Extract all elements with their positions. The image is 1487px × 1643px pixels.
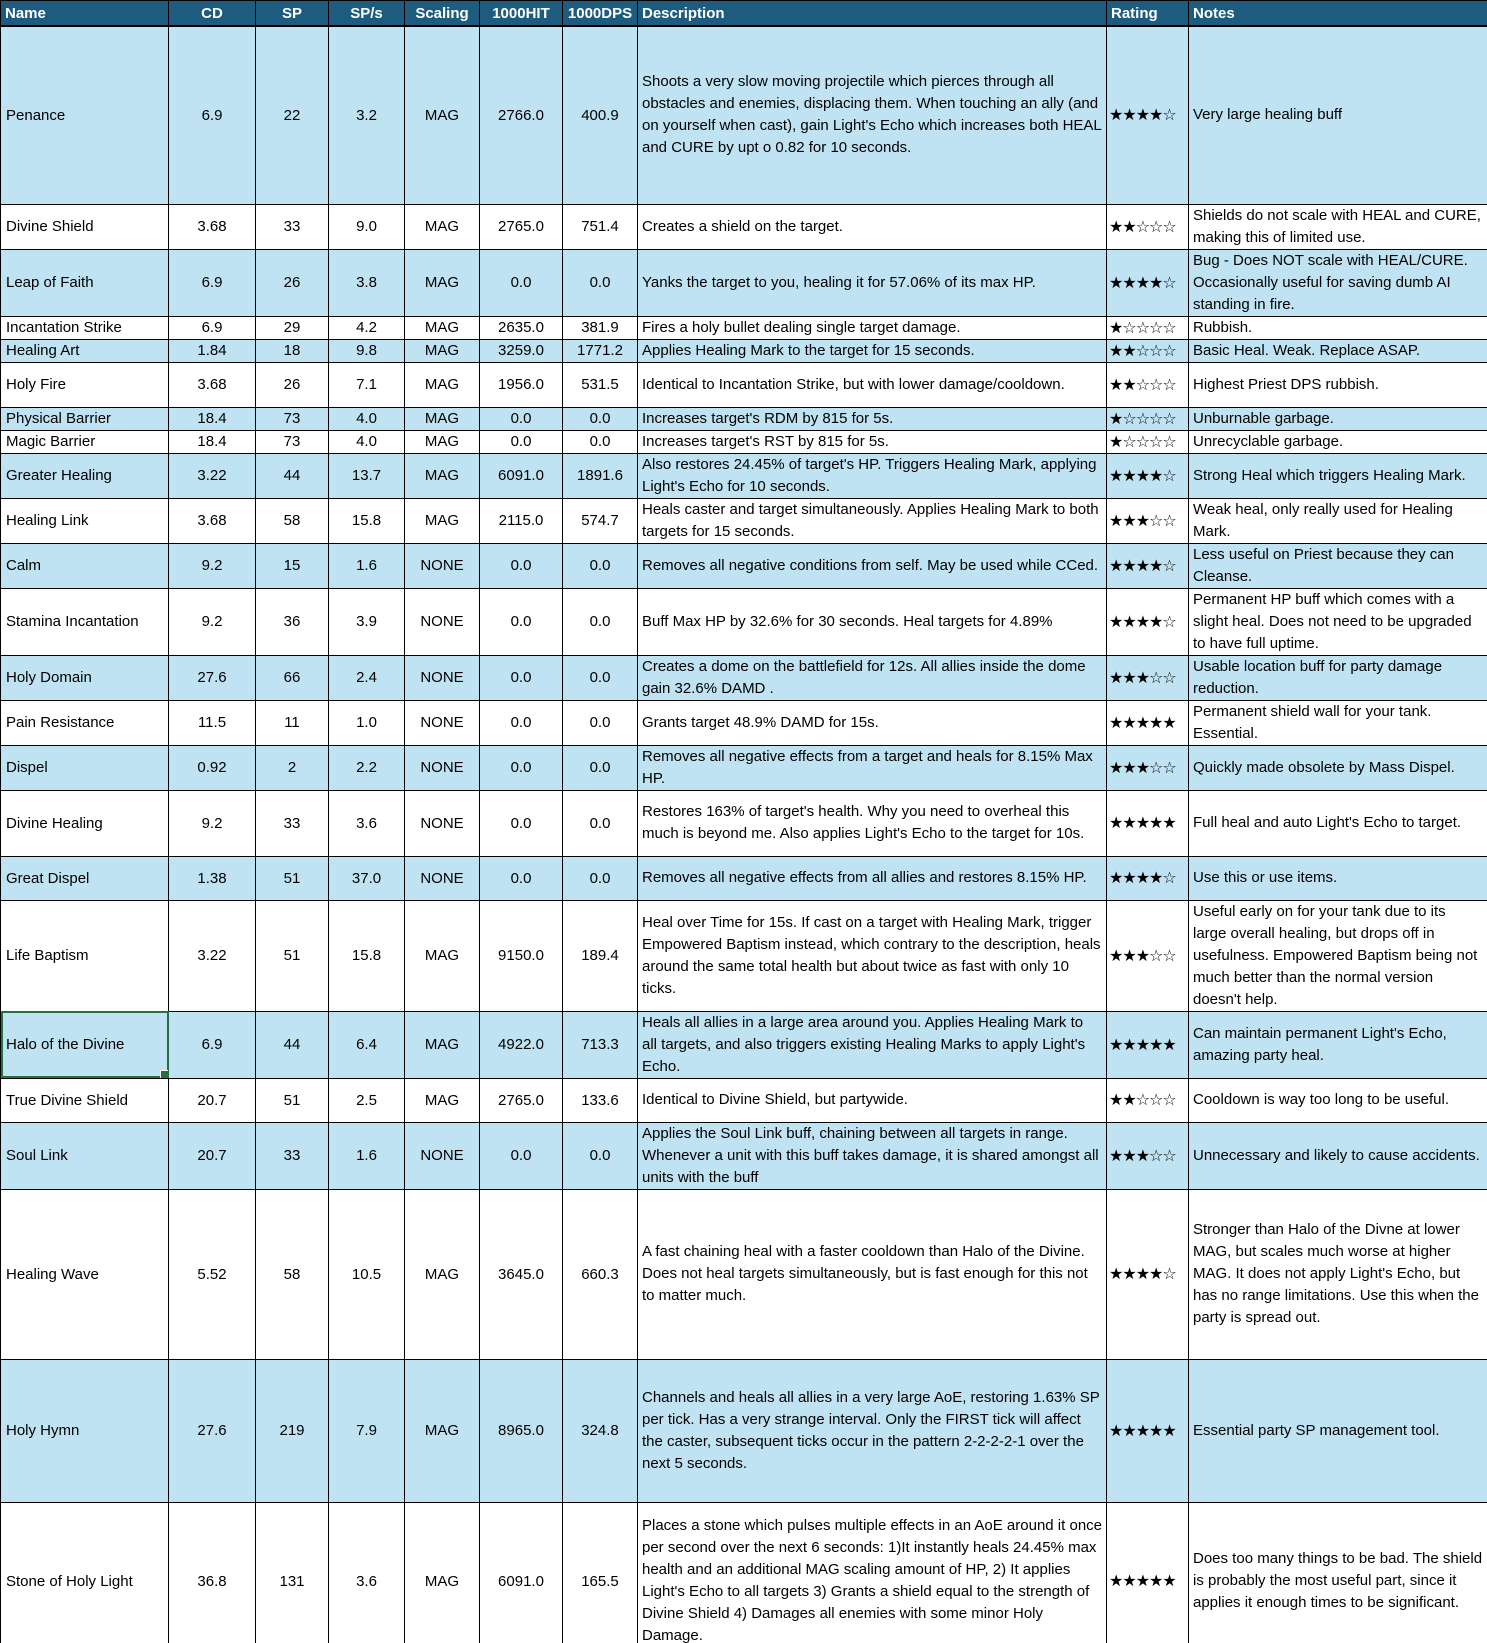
- cell-rating[interactable]: ★★★★☆: [1107, 543, 1189, 588]
- cell-cd[interactable]: 9.2: [169, 543, 256, 588]
- cell-cd[interactable]: 6.9: [169, 26, 256, 204]
- cell-notes[interactable]: Permanent shield wall for your tank. Essential.: [1189, 700, 1487, 745]
- cell-dps1000[interactable]: 0.0: [563, 1122, 638, 1189]
- cell-notes[interactable]: Permanent HP buff which comes with a slight heal. Does not need to be upgraded to have full uptime.: [1189, 588, 1487, 655]
- cell-rating[interactable]: ★☆☆☆☆: [1107, 407, 1189, 430]
- cell-sp[interactable]: 33: [256, 1122, 329, 1189]
- cell-cd[interactable]: 6.9: [169, 249, 256, 316]
- cell-cd[interactable]: 3.22: [169, 453, 256, 498]
- cell-cd[interactable]: 3.68: [169, 204, 256, 249]
- cell-hit1000[interactable]: 0.0: [480, 856, 563, 900]
- cell-notes[interactable]: Bug - Does NOT scale with HEAL/CURE. Occasionally useful for saving dumb AI standing in fire.: [1189, 249, 1487, 316]
- cell-sps[interactable]: 15.8: [329, 900, 405, 1011]
- cell-notes[interactable]: Unrecyclable garbage.: [1189, 430, 1487, 453]
- skill-table-body: [1, 26, 1487, 1643]
- cell-cd[interactable]: 11.5: [169, 700, 256, 745]
- cell-hit1000[interactable]: 0.0: [480, 790, 563, 856]
- cell-sps[interactable]: 3.6: [329, 1502, 405, 1643]
- cell-hit1000[interactable]: 0.0: [480, 588, 563, 655]
- cell-sp[interactable]: 73: [256, 430, 329, 453]
- table-row: [1, 1359, 1487, 1502]
- column-header-scaling[interactable]: Scaling: [405, 1, 480, 27]
- cell-description[interactable]: Removes all negative effects from all allies and restores 8.15% HP.: [638, 856, 1107, 900]
- cell-rating[interactable]: ★★★★★: [1107, 1359, 1189, 1502]
- cell-hit1000[interactable]: 3645.0: [480, 1189, 563, 1359]
- cell-notes[interactable]: Usable location buff for party damage reduction.: [1189, 655, 1487, 700]
- cell-cd[interactable]: 9.2: [169, 790, 256, 856]
- cell-hit1000[interactable]: 2115.0: [480, 498, 563, 543]
- cell-hit1000[interactable]: 0.0: [480, 407, 563, 430]
- cell-sp[interactable]: 58: [256, 498, 329, 543]
- cell-sp[interactable]: 11: [256, 700, 329, 745]
- cell-dps1000[interactable]: 0.0: [563, 430, 638, 453]
- cell-scaling[interactable]: MAG: [405, 26, 480, 204]
- cell-dps1000[interactable]: 324.8: [563, 1359, 638, 1502]
- cell-scaling[interactable]: MAG: [405, 316, 480, 339]
- cell-rating[interactable]: ★★★★☆: [1107, 249, 1189, 316]
- cell-sps[interactable]: 4.2: [329, 316, 405, 339]
- cell-notes[interactable]: Unburnable garbage.: [1189, 407, 1487, 430]
- selected-cell-name[interactable]: Halo of the Divine: [1, 1011, 169, 1078]
- cell-cd[interactable]: 6.9: [169, 1011, 256, 1078]
- cell-notes[interactable]: Quickly made obsolete by Mass Dispel.: [1189, 745, 1487, 790]
- cell-hit1000[interactable]: 0.0: [480, 430, 563, 453]
- cell-rating[interactable]: ★★★★☆: [1107, 588, 1189, 655]
- cell-sp[interactable]: 131: [256, 1502, 329, 1643]
- cell-cd[interactable]: 20.7: [169, 1078, 256, 1122]
- cell-description[interactable]: Increases target's RDM by 815 for 5s.: [638, 407, 1107, 430]
- cell-scaling[interactable]: MAG: [405, 1502, 480, 1643]
- cell-cd[interactable]: 20.7: [169, 1122, 256, 1189]
- cell-notes[interactable]: Cooldown is way too long to be useful.: [1189, 1078, 1487, 1122]
- cell-name[interactable]: Holy Hymn: [1, 1359, 169, 1502]
- column-header-name[interactable]: Name: [1, 1, 169, 27]
- cell-sp[interactable]: 44: [256, 453, 329, 498]
- cell-sp[interactable]: 219: [256, 1359, 329, 1502]
- cell-rating[interactable]: ★★★☆☆: [1107, 900, 1189, 1011]
- cell-description[interactable]: Restores 163% of target's health. Why you need to overheal this much is beyond me. Also applies Light's Echo to the target for 10s.: [638, 790, 1107, 856]
- table-row: [1, 362, 1487, 407]
- cell-description[interactable]: Also restores 24.45% of target's HP. Triggers Healing Mark, applying Light's Echo for 10 seconds.: [638, 453, 1107, 498]
- cell-scaling[interactable]: MAG: [405, 1189, 480, 1359]
- cell-sps[interactable]: 2.2: [329, 745, 405, 790]
- cell-name[interactable]: Stamina Incantation: [1, 588, 169, 655]
- cell-sp[interactable]: 44: [256, 1011, 329, 1078]
- cell-rating[interactable]: ★★★★★: [1107, 700, 1189, 745]
- cell-name[interactable]: Greater Healing: [1, 453, 169, 498]
- cell-sps[interactable]: 1.6: [329, 543, 405, 588]
- header-row: [1, 1, 1487, 27]
- cell-hit1000[interactable]: 2635.0: [480, 316, 563, 339]
- cell-hit1000[interactable]: 8965.0: [480, 1359, 563, 1502]
- table-row: [1, 745, 1487, 790]
- table-row: [1, 655, 1487, 700]
- cell-rating[interactable]: ★★★★☆: [1107, 1189, 1189, 1359]
- cell-name[interactable]: Divine Shield: [1, 204, 169, 249]
- cell-name[interactable]: Holy Fire: [1, 362, 169, 407]
- cell-hit1000[interactable]: 6091.0: [480, 453, 563, 498]
- cell-scaling[interactable]: MAG: [405, 407, 480, 430]
- cell-notes[interactable]: Rubbish.: [1189, 316, 1487, 339]
- cell-name[interactable]: Soul Link: [1, 1122, 169, 1189]
- cell-notes[interactable]: Essential party SP management tool.: [1189, 1359, 1487, 1502]
- cell-sps[interactable]: 9.0: [329, 204, 405, 249]
- cell-hit1000[interactable]: 0.0: [480, 543, 563, 588]
- cell-rating[interactable]: ★☆☆☆☆: [1107, 430, 1189, 453]
- cell-name[interactable]: Incantation Strike: [1, 316, 169, 339]
- cell-hit1000[interactable]: 2766.0: [480, 26, 563, 204]
- table-row: [1, 543, 1487, 588]
- cell-scaling[interactable]: NONE: [405, 856, 480, 900]
- cell-description[interactable]: Applies Healing Mark to the target for 15 seconds.: [638, 339, 1107, 362]
- cell-sps[interactable]: 4.0: [329, 407, 405, 430]
- cell-name[interactable]: Healing Art: [1, 339, 169, 362]
- cell-notes[interactable]: Highest Priest DPS rubbish.: [1189, 362, 1487, 407]
- cell-sp[interactable]: 18: [256, 339, 329, 362]
- cell-description[interactable]: Channels and heals all allies in a very large AoE, restoring 1.63% SP per tick. Has a very strange interval. Only the FIRST tick will affect the caster, subsequent ticks occur in the pattern 2-2-2-2-1 over the next 5 seconds.: [638, 1359, 1107, 1502]
- cell-name[interactable]: Great Dispel: [1, 856, 169, 900]
- cell-description[interactable]: Heals caster and target simultaneously. Applies Healing Mark to both targets for 15 seconds.: [638, 498, 1107, 543]
- cell-sps[interactable]: 37.0: [329, 856, 405, 900]
- cell-name[interactable]: Calm: [1, 543, 169, 588]
- cell-dps1000[interactable]: 0.0: [563, 407, 638, 430]
- cell-sp[interactable]: 29: [256, 316, 329, 339]
- cell-description[interactable]: Fires a holy bullet dealing single target damage.: [638, 316, 1107, 339]
- table-row: [1, 900, 1487, 1011]
- cell-scaling[interactable]: NONE: [405, 655, 480, 700]
- cell-cd[interactable]: 27.6: [169, 655, 256, 700]
- cell-description[interactable]: Yanks the target to you, healing it for 57.06% of its max HP.: [638, 249, 1107, 316]
- cell-sps[interactable]: 7.1: [329, 362, 405, 407]
- cell-sp[interactable]: 15: [256, 543, 329, 588]
- cell-description[interactable]: Grants target 48.9% DAMD for 15s.: [638, 700, 1107, 745]
- cell-sp[interactable]: 73: [256, 407, 329, 430]
- cell-notes[interactable]: Useful early on for your tank due to its large overall healing, but drops off in usefulness. Empowered Baptism being not much better than the normal version doesn't help.: [1189, 900, 1487, 1011]
- cell-sp[interactable]: 33: [256, 204, 329, 249]
- table-row: [1, 204, 1487, 249]
- table-row: [1, 430, 1487, 453]
- cell-scaling[interactable]: MAG: [405, 1359, 480, 1502]
- cell-scaling[interactable]: MAG: [405, 204, 480, 249]
- cell-cd[interactable]: 18.4: [169, 407, 256, 430]
- cell-name[interactable]: Pain Resistance: [1, 700, 169, 745]
- table-row: [1, 249, 1487, 316]
- cell-hit1000[interactable]: 0.0: [480, 655, 563, 700]
- cell-sp[interactable]: 22: [256, 26, 329, 204]
- cell-cd[interactable]: 5.52: [169, 1189, 256, 1359]
- cell-dps1000[interactable]: 1771.2: [563, 339, 638, 362]
- cell-rating[interactable]: ★★☆☆☆: [1107, 1078, 1189, 1122]
- table-row: [1, 339, 1487, 362]
- cell-description[interactable]: A fast chaining heal with a faster cooldown than Halo of the Divine. Does not heal targets simultaneously, but is fast enough for this not to matter much.: [638, 1189, 1107, 1359]
- cell-rating[interactable]: ★★★★☆: [1107, 26, 1189, 204]
- cell-cd[interactable]: 0.92: [169, 745, 256, 790]
- cell-dps1000[interactable]: 400.9: [563, 26, 638, 204]
- cell-cd[interactable]: 3.68: [169, 362, 256, 407]
- cell-hit1000[interactable]: 0.0: [480, 700, 563, 745]
- cell-cd[interactable]: 27.6: [169, 1359, 256, 1502]
- column-header-1000hit[interactable]: 1000HIT: [480, 1, 563, 27]
- cell-sps[interactable]: 13.7: [329, 453, 405, 498]
- cell-name[interactable]: Leap of Faith: [1, 249, 169, 316]
- cell-notes[interactable]: Very large healing buff: [1189, 26, 1487, 204]
- cell-sps[interactable]: 15.8: [329, 498, 405, 543]
- cell-scaling[interactable]: MAG: [405, 1078, 480, 1122]
- column-header-sps[interactable]: SP/s: [329, 1, 405, 27]
- cell-scaling[interactable]: NONE: [405, 543, 480, 588]
- cell-name[interactable]: Holy Domain: [1, 655, 169, 700]
- cell-hit1000[interactable]: 4922.0: [480, 1011, 563, 1078]
- cell-dps1000[interactable]: 713.3: [563, 1011, 638, 1078]
- table-row: [1, 1078, 1487, 1122]
- cell-rating[interactable]: ★★★★☆: [1107, 856, 1189, 900]
- cell-scaling[interactable]: NONE: [405, 700, 480, 745]
- cell-scaling[interactable]: MAG: [405, 362, 480, 407]
- cell-dps1000[interactable]: 133.6: [563, 1078, 638, 1122]
- cell-rating[interactable]: ★★★★★: [1107, 1011, 1189, 1078]
- cell-sp[interactable]: 51: [256, 900, 329, 1011]
- cell-sp[interactable]: 36: [256, 588, 329, 655]
- table-row: [1, 316, 1487, 339]
- cell-dps1000[interactable]: 0.0: [563, 790, 638, 856]
- cell-sp[interactable]: 26: [256, 362, 329, 407]
- cell-sps[interactable]: 3.9: [329, 588, 405, 655]
- cell-notes[interactable]: Full heal and auto Light's Echo to target.: [1189, 790, 1487, 856]
- cell-cd[interactable]: 36.8: [169, 1502, 256, 1643]
- cell-hit1000[interactable]: 9150.0: [480, 900, 563, 1011]
- cell-rating[interactable]: ★★★☆☆: [1107, 498, 1189, 543]
- cell-sps[interactable]: 9.8: [329, 339, 405, 362]
- cell-dps1000[interactable]: 531.5: [563, 362, 638, 407]
- cell-scaling[interactable]: MAG: [405, 453, 480, 498]
- cell-description[interactable]: Identical to Incantation Strike, but with lower damage/cooldown.: [638, 362, 1107, 407]
- cell-sps[interactable]: 4.0: [329, 430, 405, 453]
- column-header-notes[interactable]: Notes: [1189, 1, 1487, 27]
- cell-notes[interactable]: Shields do not scale with HEAL and CURE, making this of limited use.: [1189, 204, 1487, 249]
- cell-dps1000[interactable]: 165.5: [563, 1502, 638, 1643]
- cell-sps[interactable]: 2.4: [329, 655, 405, 700]
- cell-dps1000[interactable]: 751.4: [563, 204, 638, 249]
- cell-sps[interactable]: 3.6: [329, 790, 405, 856]
- cell-dps1000[interactable]: 0.0: [563, 655, 638, 700]
- table-row: [1, 588, 1487, 655]
- column-header-description[interactable]: Description: [638, 1, 1107, 27]
- cell-name[interactable]: Penance: [1, 26, 169, 204]
- cell-hit1000[interactable]: 6091.0: [480, 1502, 563, 1643]
- cell-rating[interactable]: ★☆☆☆☆: [1107, 316, 1189, 339]
- cell-sps[interactable]: 10.5: [329, 1189, 405, 1359]
- cell-notes[interactable]: Stronger than Halo of the Divne at lower MAG, but scales much worse at higher MAG. It does not apply Light's Echo, but has no range limitations. Use this when the party is spread out.: [1189, 1189, 1487, 1359]
- table-row: [1, 1502, 1487, 1643]
- cell-scaling[interactable]: NONE: [405, 790, 480, 856]
- cell-dps1000[interactable]: 381.9: [563, 316, 638, 339]
- cell-sp[interactable]: 2: [256, 745, 329, 790]
- cell-hit1000[interactable]: 2765.0: [480, 1078, 563, 1122]
- cell-notes[interactable]: Strong Heal which triggers Healing Mark.: [1189, 453, 1487, 498]
- cell-sps[interactable]: 1.6: [329, 1122, 405, 1189]
- cell-notes[interactable]: Can maintain permanent Light's Echo, amazing party heal.: [1189, 1011, 1487, 1078]
- cell-name[interactable]: Healing Link: [1, 498, 169, 543]
- cell-sp[interactable]: 26: [256, 249, 329, 316]
- cell-sps[interactable]: 7.9: [329, 1359, 405, 1502]
- cell-cd[interactable]: 3.22: [169, 900, 256, 1011]
- cell-cd[interactable]: 1.84: [169, 339, 256, 362]
- cell-scaling[interactable]: MAG: [405, 249, 480, 316]
- cell-sps[interactable]: 2.5: [329, 1078, 405, 1122]
- table-row: [1, 700, 1487, 745]
- cell-dps1000[interactable]: 660.3: [563, 1189, 638, 1359]
- cell-name[interactable]: Stone of Holy Light: [1, 1502, 169, 1643]
- cell-name[interactable]: Magic Barrier: [1, 430, 169, 453]
- table-row: [1, 407, 1487, 430]
- cell-cd[interactable]: 9.2: [169, 588, 256, 655]
- column-header-sp[interactable]: SP: [256, 1, 329, 27]
- cell-sp[interactable]: 51: [256, 1078, 329, 1122]
- cell-dps1000[interactable]: 0.0: [563, 856, 638, 900]
- column-header-rating[interactable]: Rating: [1107, 1, 1189, 27]
- cell-rating[interactable]: ★★★★☆: [1107, 453, 1189, 498]
- cell-name[interactable]: Divine Healing: [1, 790, 169, 856]
- cell-scaling[interactable]: NONE: [405, 588, 480, 655]
- cell-description[interactable]: Removes all negative conditions from self. May be used while CCed.: [638, 543, 1107, 588]
- cell-description[interactable]: Heal over Time for 15s. If cast on a target with Healing Mark, trigger Empowered Baptism instead, which contrary to the description, heals around the same total health but about twice as fast with only 10 ticks.: [638, 900, 1107, 1011]
- cell-description[interactable]: Applies the Soul Link buff, chaining between all targets in range. Whenever a unit with this buff takes damage, it is shared amongst all units with the buff: [638, 1122, 1107, 1189]
- table-row: [1, 498, 1487, 543]
- cell-hit1000[interactable]: 0.0: [480, 1122, 563, 1189]
- cell-rating[interactable]: ★★☆☆☆: [1107, 339, 1189, 362]
- fill-handle[interactable]: [160, 1070, 169, 1079]
- cell-scaling[interactable]: MAG: [405, 430, 480, 453]
- cell-dps1000[interactable]: 0.0: [563, 543, 638, 588]
- cell-dps1000[interactable]: 0.0: [563, 249, 638, 316]
- cell-notes[interactable]: Use this or use items.: [1189, 856, 1487, 900]
- cell-description[interactable]: Creates a dome on the battlefield for 12s. All allies inside the dome gain 32.6% DAMD .: [638, 655, 1107, 700]
- cell-scaling[interactable]: NONE: [405, 745, 480, 790]
- cell-rating[interactable]: ★★☆☆☆: [1107, 362, 1189, 407]
- cell-cd[interactable]: 3.68: [169, 498, 256, 543]
- cell-rating[interactable]: ★★★☆☆: [1107, 1122, 1189, 1189]
- table-row: [1, 1122, 1487, 1189]
- cell-description[interactable]: Increases target's RST by 815 for 5s.: [638, 430, 1107, 453]
- cell-name[interactable]: Dispel: [1, 745, 169, 790]
- cell-name[interactable]: Life Baptism: [1, 900, 169, 1011]
- cell-sps[interactable]: 3.8: [329, 249, 405, 316]
- cell-notes[interactable]: Does too many things to be bad. The shield is probably the most useful part, since it applies it enough times to be significant.: [1189, 1502, 1487, 1643]
- cell-hit1000[interactable]: 0.0: [480, 249, 563, 316]
- cell-scaling[interactable]: NONE: [405, 1122, 480, 1189]
- cell-name[interactable]: Physical Barrier: [1, 407, 169, 430]
- cell-dps1000[interactable]: 0.0: [563, 745, 638, 790]
- table-row: [1, 790, 1487, 856]
- cell-scaling[interactable]: MAG: [405, 498, 480, 543]
- table-row: [1, 856, 1487, 900]
- cell-hit1000[interactable]: 3259.0: [480, 339, 563, 362]
- column-header-1000dps[interactable]: 1000DPS: [563, 1, 638, 27]
- cell-scaling[interactable]: MAG: [405, 900, 480, 1011]
- cell-description[interactable]: Places a stone which pulses multiple effects in an AoE around it once per second over the next 6 seconds: 1)It instantly heals 24.45% max health and an additional MAG scaling amount of HP, 2) It applies Light's Echo to all targets 3) Grants a shield equal to the strength of Divine Shield 4) Damages all enemies with some minor Holy Damage.: [638, 1502, 1107, 1643]
- cell-hit1000[interactable]: 1956.0: [480, 362, 563, 407]
- cell-dps1000[interactable]: 189.4: [563, 900, 638, 1011]
- cell-name[interactable]: Healing Wave: [1, 1189, 169, 1359]
- cell-rating[interactable]: ★★★★★: [1107, 1502, 1189, 1643]
- cell-sps[interactable]: 3.2: [329, 26, 405, 204]
- cell-description[interactable]: Heals all allies in a large area around you. Applies Healing Mark to all targets, and also triggers existing Healing Marks to apply Light's Echo.: [638, 1011, 1107, 1078]
- cell-notes[interactable]: Less useful on Priest because they can Cleanse.: [1189, 543, 1487, 588]
- cell-notes[interactable]: Basic Heal. Weak. Replace ASAP.: [1189, 339, 1487, 362]
- cell-description[interactable]: Creates a shield on the target.: [638, 204, 1107, 249]
- cell-notes[interactable]: Weak heal, only really used for Healing Mark.: [1189, 498, 1487, 543]
- cell-notes[interactable]: Unnecessary and likely to cause accidents.: [1189, 1122, 1487, 1189]
- table-row: [1, 453, 1487, 498]
- cell-hit1000[interactable]: 2765.0: [480, 204, 563, 249]
- cell-sp[interactable]: 66: [256, 655, 329, 700]
- cell-name[interactable]: True Divine Shield: [1, 1078, 169, 1122]
- cell-description[interactable]: Shoots a very slow moving projectile which pierces through all obstacles and enemies, displacing them. When touching an ally (and on yourself when cast), gain Light's Echo which increases both HEAL and CURE by upt o 0.82 for 10 seconds.: [638, 26, 1107, 204]
- cell-description[interactable]: Identical to Divine Shield, but partywide.: [638, 1078, 1107, 1122]
- cell-description[interactable]: Removes all negative effects from a target and heals for 8.15% Max HP.: [638, 745, 1107, 790]
- column-header-cd[interactable]: CD: [169, 1, 256, 27]
- cell-cd[interactable]: 6.9: [169, 316, 256, 339]
- cell-description[interactable]: Buff Max HP by 32.6% for 30 seconds. Heal targets for 4.89%: [638, 588, 1107, 655]
- cell-sps[interactable]: 1.0: [329, 700, 405, 745]
- table-header: [1, 1, 1487, 27]
- cell-sp[interactable]: 58: [256, 1189, 329, 1359]
- cell-scaling[interactable]: MAG: [405, 1011, 480, 1078]
- cell-sp[interactable]: 51: [256, 856, 329, 900]
- cell-cd[interactable]: 18.4: [169, 430, 256, 453]
- cell-hit1000[interactable]: 0.0: [480, 745, 563, 790]
- table-row: [1, 26, 1487, 204]
- cell-rating[interactable]: ★★☆☆☆: [1107, 204, 1189, 249]
- cell-dps1000[interactable]: 1891.6: [563, 453, 638, 498]
- cell-rating[interactable]: ★★★☆☆: [1107, 655, 1189, 700]
- cell-dps1000[interactable]: 0.0: [563, 588, 638, 655]
- table-row: [1, 1011, 1487, 1078]
- cell-sp[interactable]: 33: [256, 790, 329, 856]
- cell-rating[interactable]: ★★★★★: [1107, 790, 1189, 856]
- cell-cd[interactable]: 1.38: [169, 856, 256, 900]
- table-row: [1, 1189, 1487, 1359]
- cell-rating[interactable]: ★★★☆☆: [1107, 745, 1189, 790]
- cell-dps1000[interactable]: 0.0: [563, 700, 638, 745]
- cell-dps1000[interactable]: 574.7: [563, 498, 638, 543]
- cell-scaling[interactable]: MAG: [405, 339, 480, 362]
- cell-sps[interactable]: 6.4: [329, 1011, 405, 1078]
